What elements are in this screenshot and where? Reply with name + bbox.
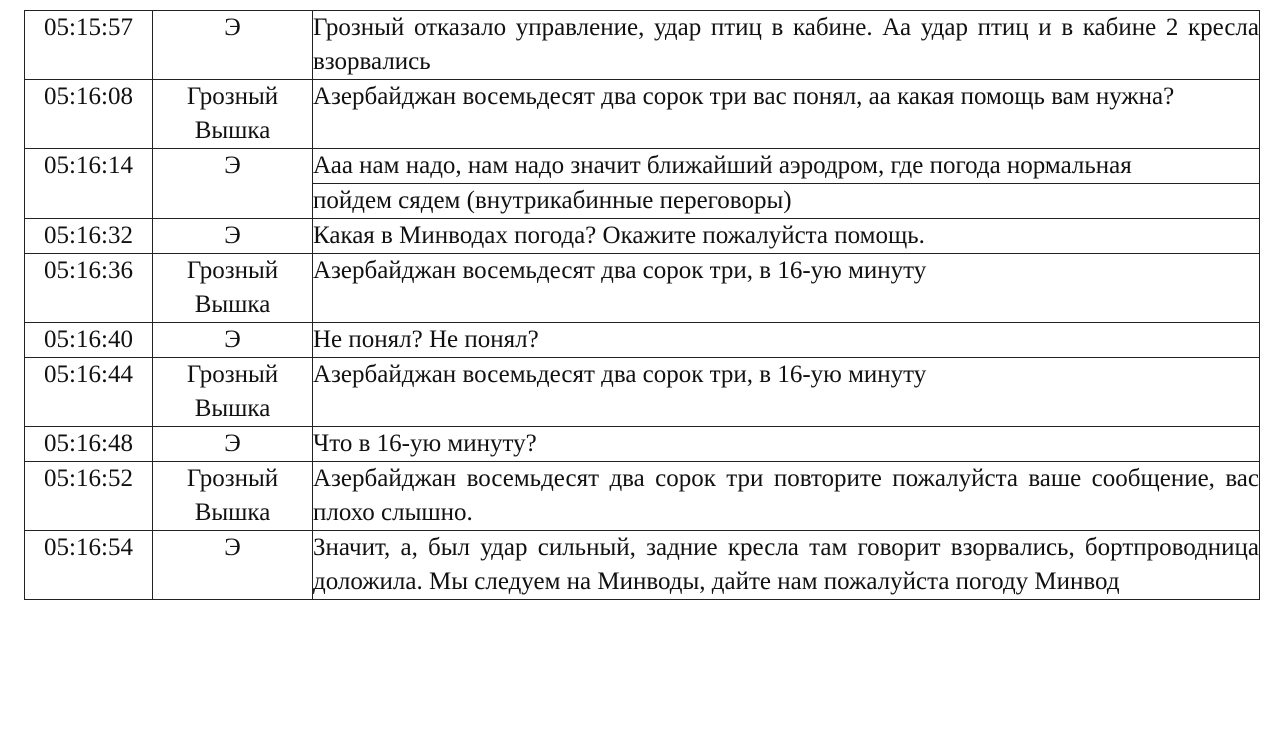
table-row bbox=[25, 80, 1260, 149]
message-text: Ааа нам надо, нам надо значит ближайший аэродром, где погода нормальная bbox=[313, 152, 1132, 179]
speaker-cell bbox=[153, 531, 313, 600]
speaker-label: Грозный bbox=[186, 83, 279, 110]
message-cell: Что в 16-ую минуту? bbox=[313, 427, 1260, 462]
message-cell: Не понял? Не понял? bbox=[313, 323, 1260, 358]
time-cell: 05:16:44 bbox=[25, 358, 153, 427]
time-cell: 05:15:57 bbox=[25, 11, 153, 80]
speaker-label: Э bbox=[224, 222, 241, 249]
time-cell: 05:16:40 bbox=[25, 323, 153, 358]
table-row bbox=[25, 254, 1260, 323]
speaker-label: Вышка bbox=[194, 499, 271, 526]
speaker-cell bbox=[153, 323, 313, 358]
speaker-label: Э bbox=[224, 14, 241, 41]
time-cell: 05:16:08 bbox=[25, 80, 153, 149]
message-cell: Азербайджан восемьдесят два сорок три повторите пожалуйста ваше сообщение, вас плохо слышно. bbox=[313, 462, 1260, 531]
speaker-label: Грозный bbox=[186, 257, 279, 284]
speaker-cell bbox=[153, 254, 313, 323]
speaker-label: Вышка bbox=[194, 117, 271, 144]
speaker-label: Э bbox=[224, 152, 241, 179]
speaker-cell bbox=[153, 80, 313, 149]
message-cell-extra: пойдем сядем (внутрикабинные переговоры) bbox=[313, 184, 1260, 219]
table-row bbox=[25, 462, 1260, 531]
message-cell: Значит, а, был удар сильный, задние кресла там говорит взорвались, бортпроводница доложила. Мы следуем на Минводы, дайте нам пожалуйста погоду Минвод bbox=[313, 531, 1260, 600]
time-cell: 05:16:32 bbox=[25, 219, 153, 254]
speaker-label: Грозный bbox=[186, 465, 279, 492]
message-cell: Грозный отказало управление, удар птиц в кабине. Аа удар птиц и в кабине 2 кресла взорвались bbox=[313, 11, 1260, 80]
speaker-cell bbox=[153, 149, 313, 219]
message-cell: Какая в Минводах погода? Окажите пожалуйста помощь. bbox=[313, 219, 1260, 254]
speaker-cell bbox=[153, 11, 313, 80]
speaker-label: Э bbox=[224, 326, 241, 353]
time-cell: 05:16:54 bbox=[25, 531, 153, 600]
speaker-label: Вышка bbox=[194, 395, 271, 422]
table-row bbox=[25, 323, 1260, 358]
table-row bbox=[25, 219, 1260, 254]
table-row bbox=[25, 531, 1260, 600]
speaker-cell bbox=[153, 462, 313, 531]
transcript-table bbox=[24, 10, 1260, 600]
speaker-label: Вышка bbox=[194, 291, 271, 318]
time-cell: 05:16:36 bbox=[25, 254, 153, 323]
speaker-cell bbox=[153, 358, 313, 427]
table-row bbox=[25, 149, 1260, 184]
time-cell: 05:16:14 bbox=[25, 149, 153, 219]
message-cell: Азербайджан восемьдесят два сорок три, в 16-ую минуту bbox=[313, 358, 1260, 427]
time-cell: 05:16:48 bbox=[25, 427, 153, 462]
speaker-cell bbox=[153, 427, 313, 462]
table-row bbox=[25, 358, 1260, 427]
speaker-label: Э bbox=[224, 430, 241, 457]
message-cell: Азербайджан восемьдесят два сорок три вас понял, аа какая помощь вам нужна? bbox=[313, 80, 1260, 149]
speaker-cell bbox=[153, 219, 313, 254]
table-row bbox=[25, 11, 1260, 80]
time-cell: 05:16:52 bbox=[25, 462, 153, 531]
message-cell bbox=[313, 149, 1260, 184]
speaker-label: Э bbox=[224, 534, 241, 561]
table-row bbox=[25, 427, 1260, 462]
speaker-label: Грозный bbox=[186, 361, 279, 388]
message-cell: Азербайджан восемьдесят два сорок три, в 16-ую минуту bbox=[313, 254, 1260, 323]
